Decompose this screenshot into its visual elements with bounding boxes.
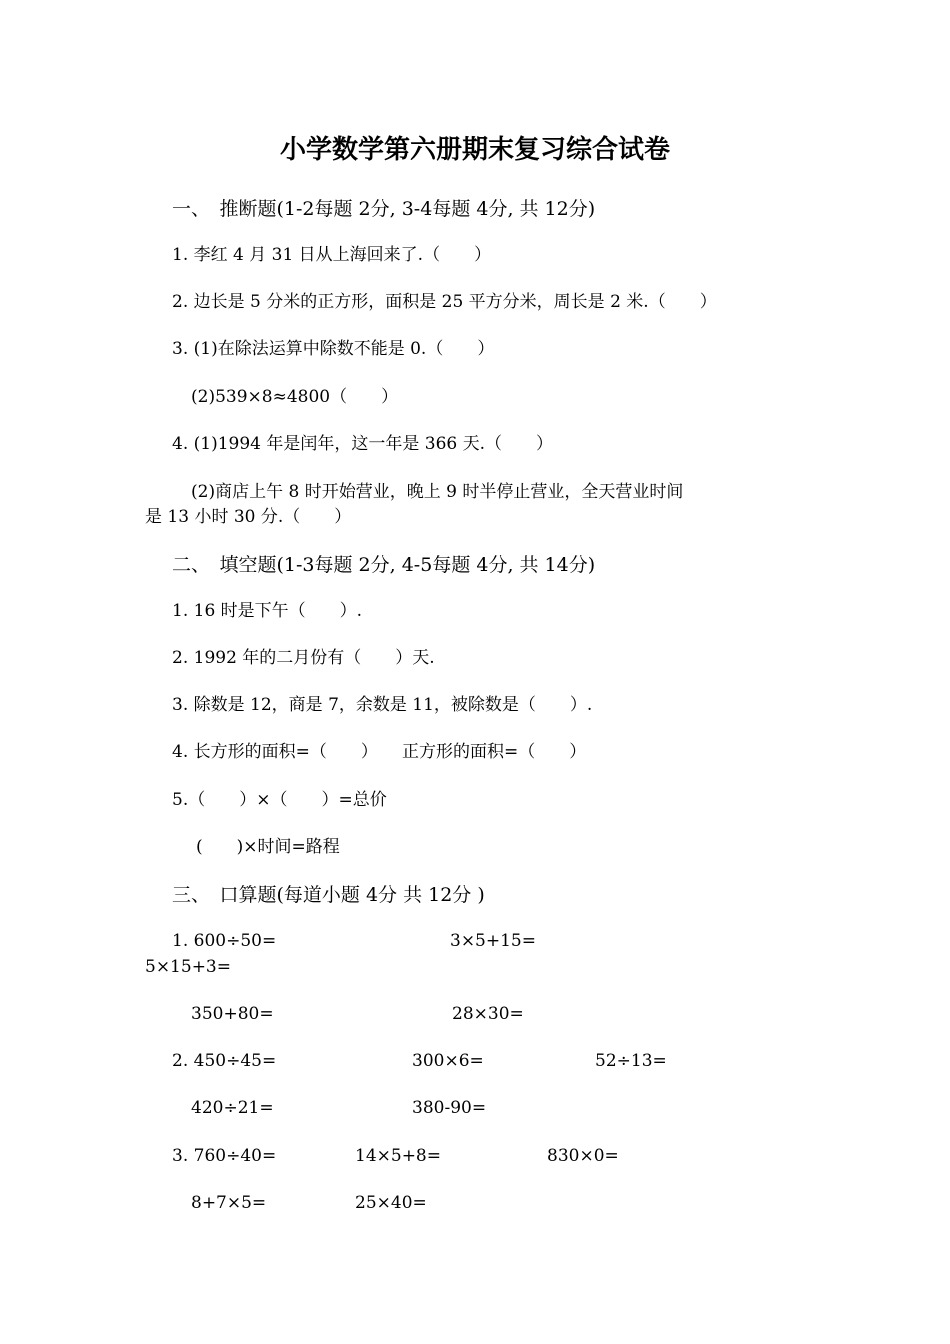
s1-question-1: 1. 李红 4 月 31 日从上海回来了.（ ） bbox=[172, 245, 492, 265]
s2-question-5a: 5.（ ）×（ ）=总价 bbox=[172, 790, 387, 810]
mental-math-item: 8+7×5= bbox=[191, 1193, 267, 1213]
mental-math-item: 2. 450÷45= bbox=[172, 1051, 277, 1071]
mental-math-item: 1. 600÷50= bbox=[172, 931, 277, 951]
mental-math-item: 3×5+15= bbox=[450, 931, 536, 951]
section-2-heading: 二、 填空题(1-3每题 2分, 4-5每题 4分, 共 14分) bbox=[172, 554, 596, 576]
mental-math-item: 350+80= bbox=[191, 1004, 274, 1024]
mental-math-item: 52÷13= bbox=[595, 1051, 667, 1071]
mental-math-item: 830×0= bbox=[547, 1146, 619, 1166]
s2-question-5b: ( )×时间=路程 bbox=[196, 837, 340, 857]
mental-math-item: 14×5+8= bbox=[355, 1146, 441, 1166]
s2-question-4a: 4. 长方形的面积=（ ） bbox=[172, 742, 378, 762]
page-title: 小学数学第六册期末复习综合试卷 bbox=[279, 135, 670, 165]
s2-question-4b: 正方形的面积=（ ） bbox=[402, 742, 587, 762]
s2-question-3: 3. 除数是 12，商是 7，余数是 11，被除数是（ ）. bbox=[172, 695, 593, 715]
mental-math-item: 380-90= bbox=[412, 1098, 487, 1118]
s1-question-4b-line1: (2)商店上午 8 时开始营业，晚上 9 时半停止营业，全天营业时间 bbox=[191, 482, 684, 502]
s1-question-2: 2. 边长是 5 分米的正方形，面积是 25 平方分米，周长是 2 米.（ ） bbox=[172, 292, 717, 312]
s1-question-3b: (2)539×8≈4800（ ） bbox=[191, 387, 399, 407]
mental-math-item: 420÷21= bbox=[191, 1098, 274, 1118]
mental-math-item: 25×40= bbox=[355, 1193, 427, 1213]
mental-math-item: 28×30= bbox=[452, 1004, 524, 1024]
s2-question-2: 2. 1992 年的二月份有（ ）天. bbox=[172, 648, 435, 668]
s2-question-1: 1. 16 时是下午（ ）. bbox=[172, 601, 363, 621]
mental-math-item: 300×6= bbox=[412, 1051, 484, 1071]
s1-question-3a: 3. (1)在除法运算中除数不能是 0.（ ） bbox=[172, 339, 495, 359]
mental-math-item: 3. 760÷40= bbox=[172, 1146, 277, 1166]
mental-math-item: 5×15+3= bbox=[145, 957, 231, 977]
section-3-heading: 三、 口算题(每道小题 4分 共 12分 ) bbox=[172, 884, 485, 906]
s1-question-4b-line2: 是 13 小时 30 分.（ ） bbox=[145, 507, 352, 527]
section-1-heading: 一、 推断题(1-2每题 2分, 3-4每题 4分, 共 12分) bbox=[172, 198, 596, 220]
s1-question-4a: 4. (1)1994 年是闰年，这一年是 366 天.（ ） bbox=[172, 434, 554, 454]
